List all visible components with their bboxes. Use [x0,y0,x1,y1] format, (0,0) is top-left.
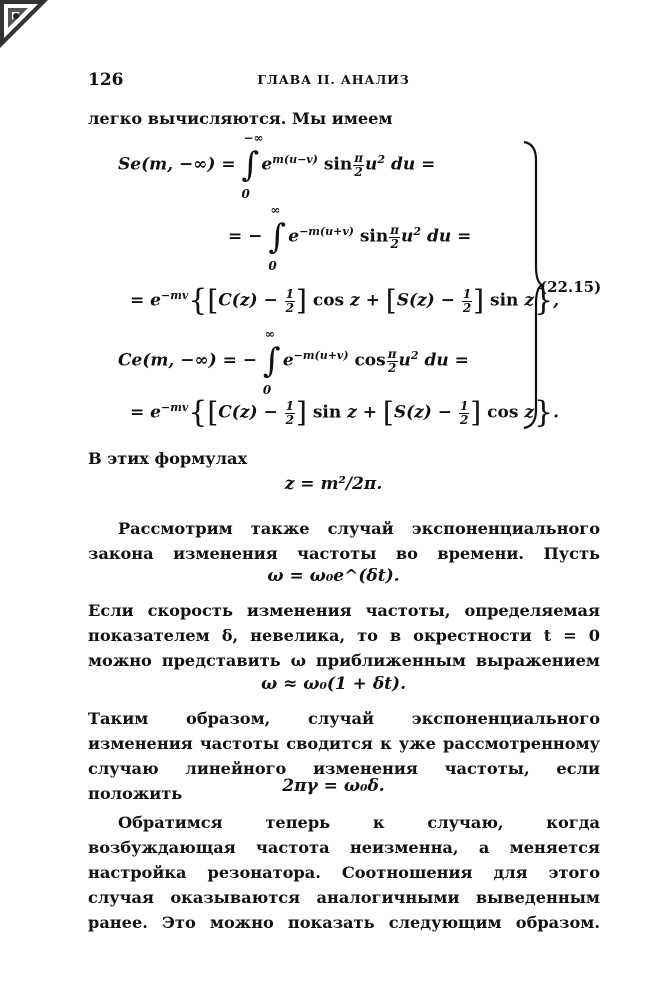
page-header [88,70,579,94]
eq-ce-line1: Ce(m, −∞) = − ∫ ∞ 0 $e^{-m(u+v)}$ cos $\frac{\pi}{2}$ $u^2$ du = [118,327,469,397]
eq-se-line3: = $e^{-mv}\{[C(z)$ − $\frac{1}{2}$ ] cos z + [S(z) − $\frac{1}{2}$ ] sin z}, [130,283,560,318]
chapter-title: ГЛАВА II. АНАЛИЗ [257,72,410,87]
thus-paragraph: Таким образом, случай экспоненциального изменения частоты сводится к уже рассмотренному случаю линейного изменения частоты, если положить [88,709,600,803]
exp-case-paragraph: Рассмотрим также случай экспоненциального закона изменения частоты во времени. Пусть [88,519,600,563]
z-definition: z = m²/2π. [284,474,383,494]
corner-ornament-icon [0,0,50,50]
eq-ce-line2: = $e^{-mv}\{[C(z)$ − $\frac{1}{2}$ ] sin z + [S(z) − $\frac{1}{2}$ ] cos z}. [130,395,560,430]
if-speed-paragraph: Если скорость изменения частоты, определяемая показателем δ, невелика, то в окрестности t = 0 можно представить ω приближенным выражением [88,601,600,670]
intro-text: легко вычисляются. Мы имеем [88,109,393,128]
system-right-brace [520,140,542,430]
gamma-equation: 2πγ = ω₀δ. [282,776,385,796]
omega-approx-equation: ω ≈ ω₀(1 + δt). [260,674,406,694]
formulas-intro-text: В этих формулах [88,449,248,468]
eq-se-line2: = − ∫ ∞ 0 $e^{-m(u+v)}$ sin $\frac{\pi}{2}$ $u^2$ du = [228,203,472,273]
equation-number: (22.15) [540,278,602,296]
turn-paragraph: Обратимся теперь к случаю, когда возбуждающая частота неизменна, а меняется настройка резонатора. Соотношения для этого случая оказываются аналогичными выведенным ранее. Это можно показать следующим образом. [88,813,600,932]
omega-exp-equation: ω = ω₀e^(δt). [267,566,400,586]
eq-se-line1: Se(m, −∞) = ∫ −∞ 0 $e^{m(u-v)}$ sin $\frac{\pi}{2}$ $u^2$ du = [118,131,436,201]
page-number: 126 [88,70,124,90]
